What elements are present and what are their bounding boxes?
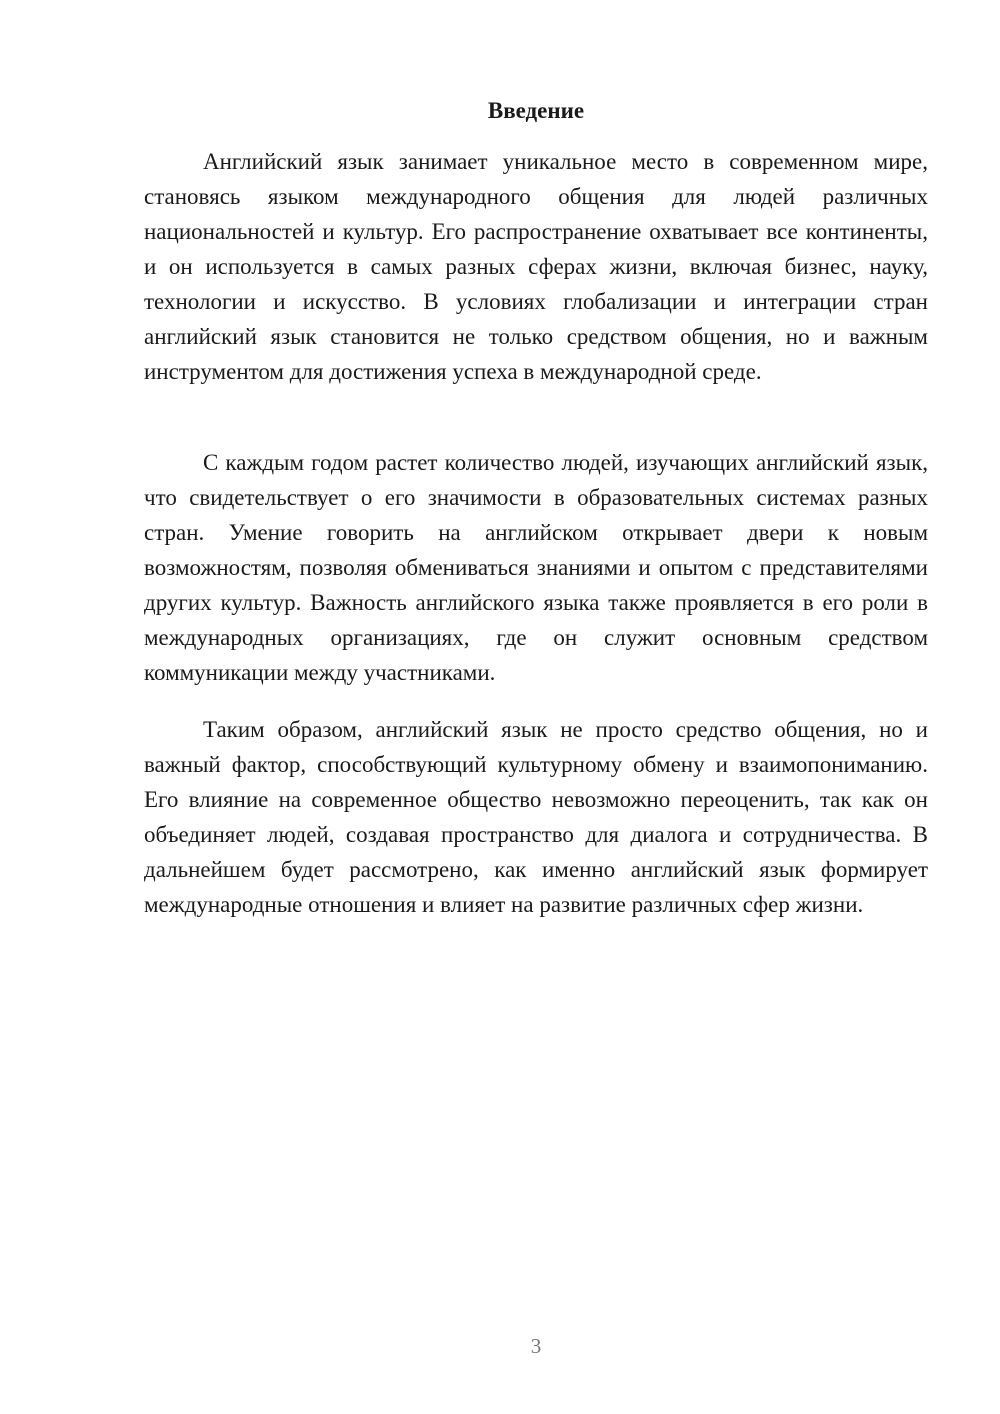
body-paragraph-1: Английский язык занимает уникальное место в современном мире, становясь языком международного общения для людей различных национальностей и культур. Его распространение охватывает все континенты, и он используется в самых разных сферах жизни, включая бизнес, науку, технологии и искусство. В условиях глобализации и интеграции стран английский язык становится не только средством общения, но и важным инструментом для достижения успеха в международной среде.	[144, 149, 928, 384]
body-paragraph-3: Таким образом, английский язык не просто средство общения, но и важный фактор, способствующий культурному обмену и взаимопониманию. Его влияние на современное общество невозможно переоценить, так как он объединяет людей, создавая пространство для диалога и сотрудничества. В дальнейшем будет рассмотрено, как именно английский язык формирует международные отношения и влияет на развитие различных сфер жизни.	[144, 717, 928, 917]
page-number: 3	[530, 1334, 542, 1358]
body-paragraph-2: С каждым годом растет количество людей, изучающих английский язык, что свидетельствует о его значимости в образовательных системах разных стран. Умение говорить на английском открывает двери к новым возможностям, позволяя обмениваться знаниями и опытом с представителями других культур. Важность английского языка также проявляется в его роли в международных организациях, где он служит основным средством коммуникации между участниками.	[144, 450, 928, 685]
section-heading: Введение	[487, 98, 585, 123]
